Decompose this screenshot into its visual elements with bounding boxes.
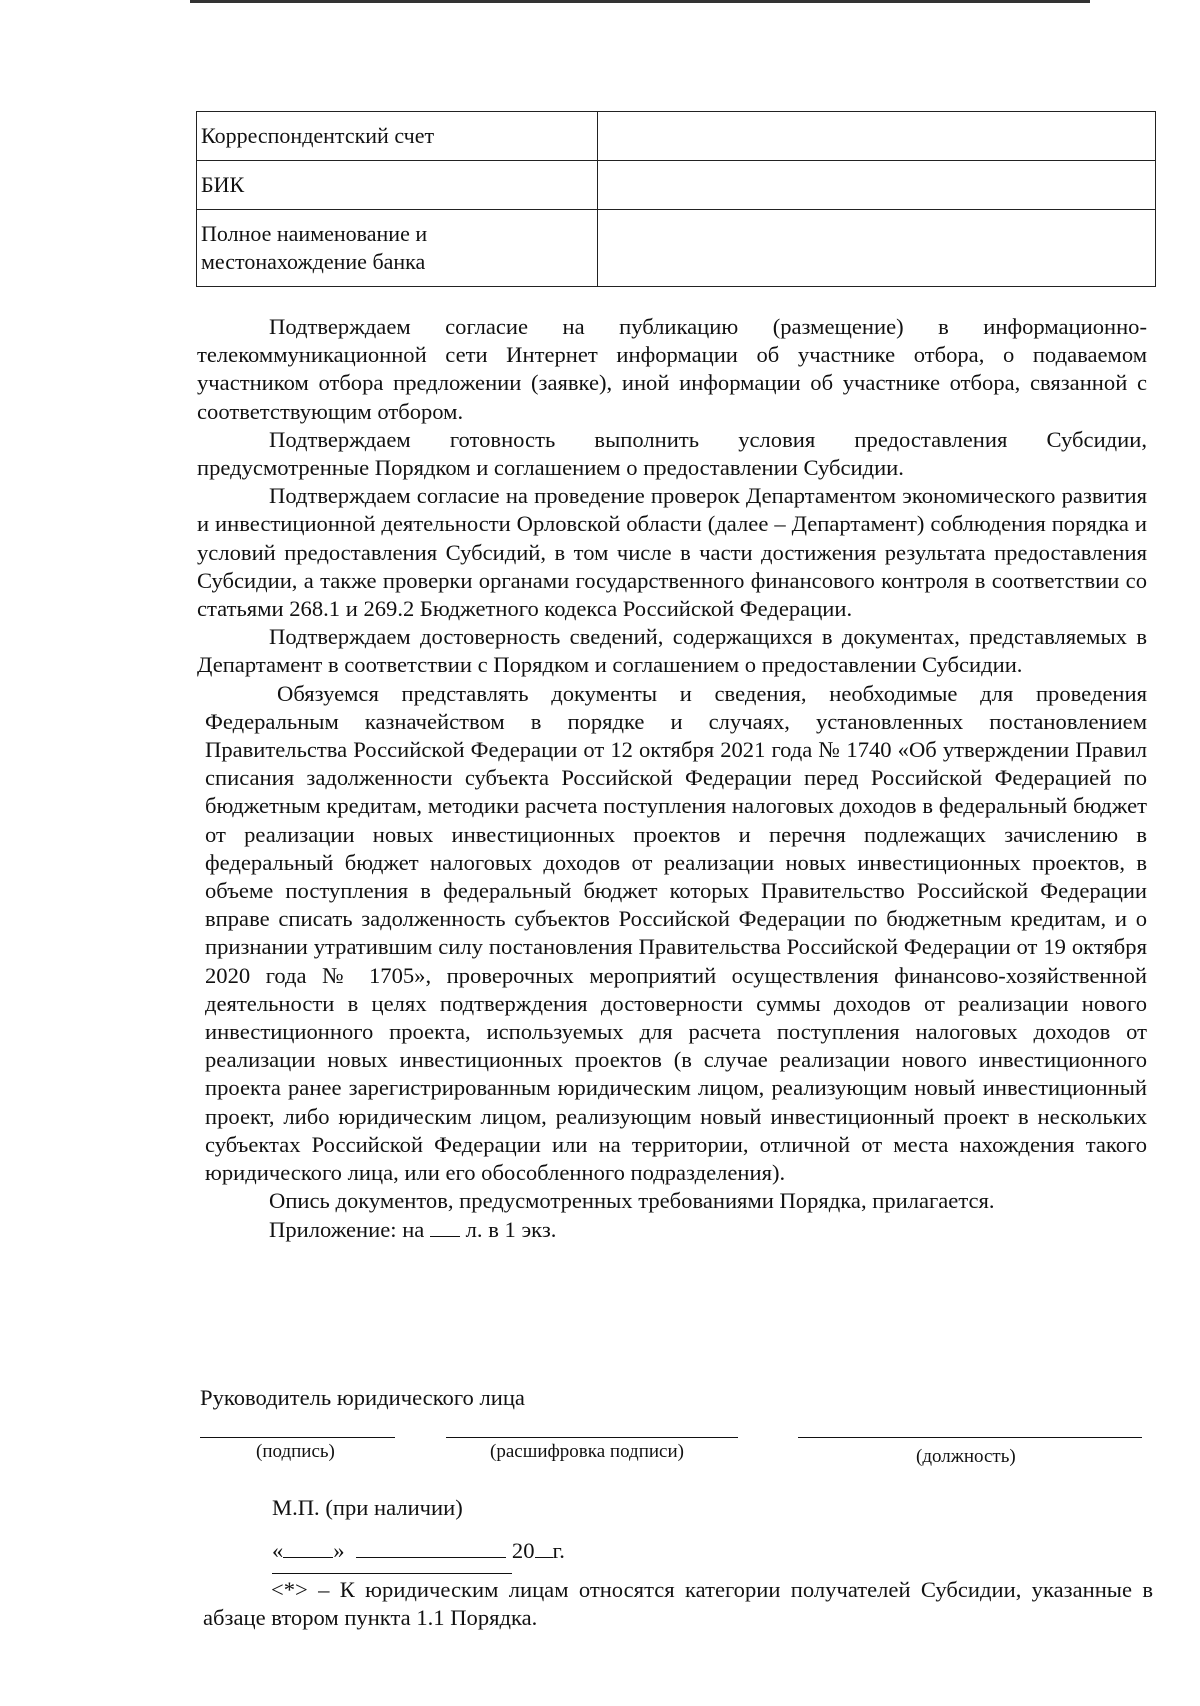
paragraph-inventory: Опись документов, предусмотренных требованиями Порядка, прилагается. [269, 1188, 995, 1214]
attachment-pages-blank[interactable] [430, 1216, 460, 1237]
day-blank[interactable] [283, 1537, 333, 1558]
footnote-text: <*> – К юридическим лицам относятся категории получателей Субсидии, указанные в абзаце втором пункта 1.1 Порядка. [203, 1577, 1153, 1630]
attachment-prefix: Приложение: на [269, 1216, 425, 1242]
bik-value [598, 161, 1156, 210]
paragraph-readiness: Подтверждаем готовность выполнить условия предоставления Субсидии, предусмотренные Порядком и соглашением о предоставлении Субсидии. [197, 426, 1147, 481]
bank-name-value [598, 210, 1156, 287]
attachment-line [197, 1216, 1147, 1244]
table-row [197, 161, 1156, 210]
bank-details-table [196, 111, 1156, 287]
paragraph-reliability: Подтверждаем достоверность сведений, содержащихся в документах, представляемых в Департамент в соответствии с Порядком и соглашением о предоставлении Субсидии. [197, 624, 1147, 678]
position-caption: (должность) [916, 1446, 1016, 1467]
table-row [197, 112, 1156, 161]
month-blank[interactable] [356, 1537, 506, 1558]
signature-line[interactable] [200, 1437, 395, 1438]
paragraph-publication-consent: Подтверждаем согласие на публикацию (размещение) в информационно-телекоммуникационной сети Интернет информации об участнике отбора, о подаваемом участником отбора предложении (заявке), иной информации об участнике отбора, связанной с соответствующим отбором. [197, 314, 1147, 424]
scan-top-edge [190, 0, 1090, 3]
decoding-line[interactable] [446, 1437, 738, 1438]
seal-text: М.П. (при наличии) [272, 1495, 463, 1520]
paragraph-obligation: Обязуемся представлять документы и сведения, необходимые для проведения Федеральным казначейством в порядке и случаях, установленных постановлением Правительства Российской Федерации от 12 октября 2021 года № 1740 «Об утверждении Правил списания задолженности субъекта Российской Федерации перед Российской Федерацией по бюджетным кредитам, методики расчета поступления налоговых доходов в федеральный бюджет от реализации новых инвестиционных проектов и перечня подлежащих зачислению в федеральный бюджет налоговых доходов от реализации новых инвестиционных проектов, в объеме поступления в федеральный бюджет которых Правительство Российской Федерации вправе списать задолженность субъектов Российской Федерации по бюджетным кредитам, и о признании утратившим силу постановления Правительства Российской Федерации от 19 октября 2020 года № 1705», проверочных мероприятий осуществления финансово-хозяйственной деятельности в целях подтверждения достоверности суммы доходов от реализации нового инвестиционного проекта, используемых для расчета поступления налоговых доходов от реализации новых инвестиционных проектов (в случае реализации нового инвестиционного проекта ранее зарегистрированным юридическим лицом, реализующим новый инвестиционный проект, либо юридическим лицом, реализующим новый инвестиционный проект в нескольких субъектах Российской Федерации или на территории, отличной от места нахождения такого юридического лица, или его обособленного подразделения). [205, 680, 1147, 1186]
signature-caption: (подпись) [256, 1441, 335, 1462]
bank-name-label: Полное наименование и местонахождение банка [197, 210, 598, 287]
table-row [197, 210, 1156, 287]
year-blank[interactable] [535, 1537, 553, 1558]
head-title: Руководитель юридического лица [200, 1385, 525, 1410]
year-suffix: г. [552, 1538, 565, 1563]
correspondent-account-label: Корреспондентский счет [197, 112, 598, 161]
date-open-quote: « [272, 1538, 284, 1563]
correspondent-account-value [598, 112, 1156, 161]
paragraph-inspection-consent: Подтверждаем согласие на проведение проверок Департаментом экономического развития и инвестиционной деятельности Орловской области (далее – Департамент) соблюдения порядка и условий предоставления Субсидий, в том числе в части достижения результата предоставления Субсидии, а также проверки органами государственного финансового контроля в соответствии со статьями 268.1 и 269.2 Бюджетного кодекса Российской Федерации. [197, 483, 1147, 622]
year-prefix: 20 [511, 1538, 535, 1563]
position-line[interactable] [798, 1437, 1142, 1438]
consent-text [197, 313, 1147, 1244]
footnote [203, 1576, 1153, 1632]
date-close-quote: » [333, 1538, 345, 1563]
date-line [272, 1537, 565, 1564]
decoding-caption: (расшифровка подписи) [490, 1441, 684, 1462]
bik-label: БИК [197, 161, 598, 210]
footnote-rule [272, 1573, 512, 1574]
attachment-suffix: л. в 1 экз. [465, 1216, 557, 1242]
